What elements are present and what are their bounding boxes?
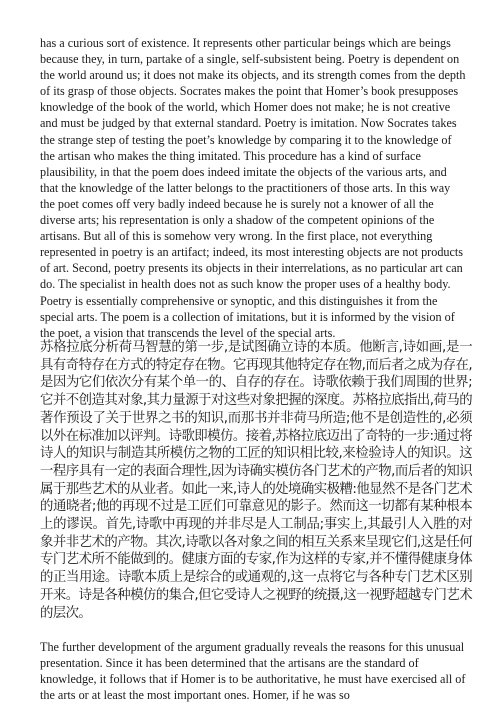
chinese-translation-paragraph: 苏格拉底分析荷马智慧的第一步,是试图确立诗的本质。他断言,诗如画,是一具有奇特存在方式的特定存在物。它再现其他特定存在物,而后者之成为存在,是因为它们依次分有某个单一的、自存的存在。诗歌依赖于我们周围的世界;它并不创造其对象,其力量源于对这些对象把握的深度。苏格拉底指出,荷马的著作预设了关于世界之书的知识,而那书并非荷马所造;他不是创造性的,必须以外在标准加以评判。诗歌即模仿。接着,苏格拉底迈出了奇特的一步:通过将诗人的知识与制造其所模仿之物的工匠的知识相比较,来检验诗人的知识。这一程序具有一定的表面合理性,因为诗确实模仿各门艺术的产物,而后者的知识属于那些艺术的从业者。如此一来,诗人的处境确实极糟:他显然不是各门艺术的通晓者;他的再现不过是工匠们可靠意见的影子。然而这一切都有某种根本上的谬误。首先,诗歌中再现的并非尽是人工制品;事实上,其最引人入胜的对象并非艺术的产物。其次,诗歌以各对象之间的相互关系来呈现它们,这是任何专门艺术所不能做到的。健康方面的专家,作为这样的专家,并不懂得健康身体的正当用途。诗歌本质上是综合的或通观的,这一点将它与各种专门艺术区别开来。诗是各种模仿的集合,但它受诗人之视野的统摄,这一视野超越专门艺术的层次。 <box>40 340 472 621</box>
english-paragraph-1: has a curious sort of existence. It represents other particular beings which are beings because they, in turn, partake of a single, self-subsistent being. Poetry is dependent on the world around us; it does not make its objects, and its strength comes from the depth of its grasp of those objects. Socrates makes the point that Homer’s book presupposes knowledge of the book of the world, which Homer does not make; he is not creative and must be judged by that external standard. Poetry is imitation. Now Socrates takes the strange step of testing the poet’s knowledge by comparing it to the knowledge of the artisan who makes the thing imitated. This procedure has a kind of surface plausibility, in that the poem does indeed imitate the objects of the various arts, and that the knowledge of the latter belongs to the practitioners of those arts. In this way the poet comes off very badly indeed because he is surely not a knower of all the diverse arts; his representation is only a shadow of the competent opinions of the artisans. But all of this is somehow very wrong. In the first place, not everything represented in poetry is an artifact; indeed, its most interesting objects are not products of art. Second, poetry presents its objects in their interrelations, as no particular art can do. The specialist in health does not as such know the proper uses of a healthy body. Poetry is essentially comprehensive or synoptic, and this distinguishes it from the special arts. The poem is a collection of imitations, but it is informed by the vision of the poet, a vision that transcends the level of the special arts. <box>40 36 466 340</box>
english-paragraph-2: The further development of the argument gradually reveals the reasons for this unusual presentation. Since it has been determined that the artisans are the standard of knowledge, it follows that if Homer is to be authoritative, he must have exercised all of the arts or at least the most important ones. Homer, if he was so <box>40 640 466 703</box>
